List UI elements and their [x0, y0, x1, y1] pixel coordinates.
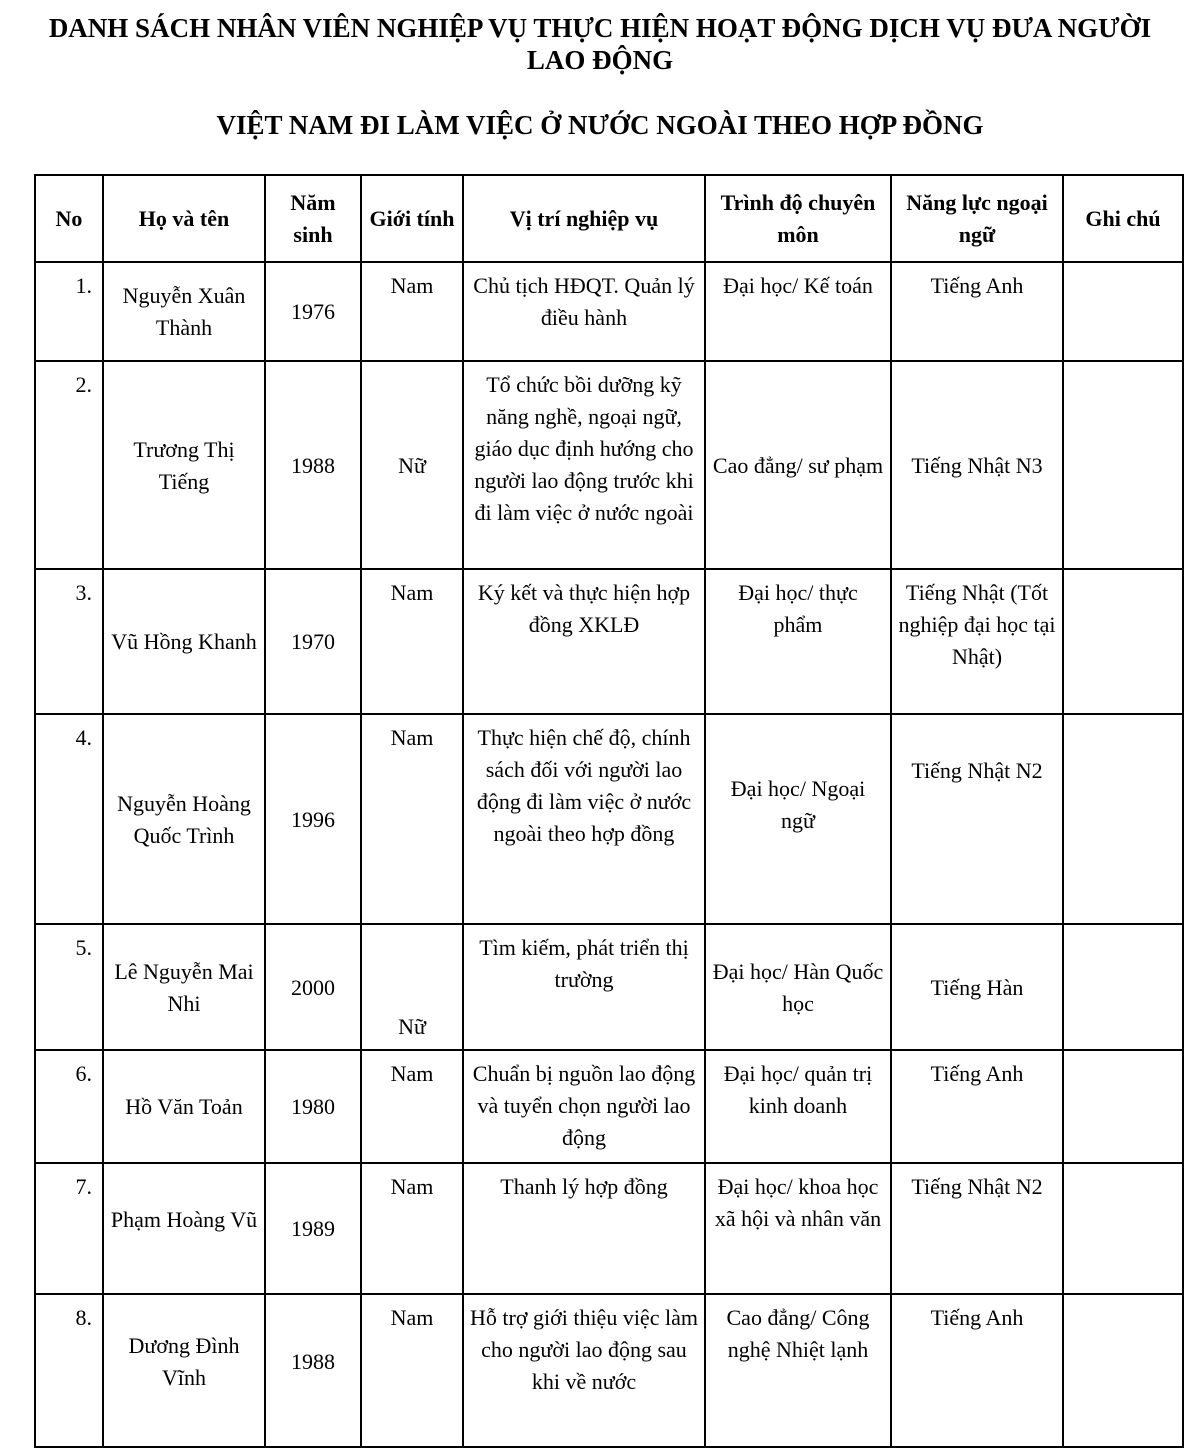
header-gender: Giới tính	[361, 175, 463, 262]
table-row	[35, 569, 1183, 714]
cell-name: Nguyễn Xuân Thành	[103, 262, 265, 361]
cell-qualification: Đại học/ Hàn Quốc học	[705, 924, 891, 1050]
header-birth-year: Năm sinh	[265, 175, 361, 262]
table-row	[35, 1050, 1183, 1163]
cell-gender: Nữ	[361, 361, 463, 569]
cell-name: Dương Đình Vĩnh	[103, 1294, 265, 1447]
cell-language: Tiếng Nhật N2	[891, 714, 1063, 924]
cell-birth-year: 1989	[265, 1163, 361, 1294]
cell-no: 2.	[35, 361, 103, 569]
cell-no: 8.	[35, 1294, 103, 1447]
cell-no: 4.	[35, 714, 103, 924]
cell-qualification: Đại học/ quản trị kinh doanh	[705, 1050, 891, 1163]
cell-qualification: Đại học/ thực phẩm	[705, 569, 891, 714]
cell-language: Tiếng Anh	[891, 1050, 1063, 1163]
header-note: Ghi chú	[1063, 175, 1183, 262]
cell-position: Tìm kiếm, phát triển thị trường	[463, 924, 705, 1050]
cell-name: Vũ Hồng Khanh	[103, 569, 265, 714]
staff-table	[34, 174, 1184, 1448]
cell-qualification: Đại học/ Kế toán	[705, 262, 891, 361]
cell-note	[1063, 569, 1183, 714]
cell-gender: Nam	[361, 1050, 463, 1163]
header-language: Năng lực ngoại ngữ	[891, 175, 1063, 262]
cell-name: Phạm Hoàng Vũ	[103, 1163, 265, 1294]
cell-birth-year: 1970	[265, 569, 361, 714]
cell-no: 5.	[35, 924, 103, 1050]
cell-note	[1063, 1163, 1183, 1294]
table-row	[35, 924, 1183, 1050]
cell-position: Hỗ trợ giới thiệu việc làm cho người lao động sau khi về nước	[463, 1294, 705, 1447]
table-row	[35, 262, 1183, 361]
cell-birth-year: 1996	[265, 714, 361, 924]
cell-note	[1063, 714, 1183, 924]
cell-qualification: Đại học/ khoa học xã hội và nhân văn	[705, 1163, 891, 1294]
cell-position: Thực hiện chế độ, chính sách đối với người lao động đi làm việc ở nước ngoài theo hợp đồng	[463, 714, 705, 924]
cell-note	[1063, 924, 1183, 1050]
cell-birth-year: 1988	[265, 1294, 361, 1447]
cell-note	[1063, 1294, 1183, 1447]
cell-position: Ký kết và thực hiện hợp đồng XKLĐ	[463, 569, 705, 714]
cell-language: Tiếng Hàn	[891, 924, 1063, 1050]
header-name: Họ và tên	[103, 175, 265, 262]
cell-name: Hồ Văn Toản	[103, 1050, 265, 1163]
header-no: No	[35, 175, 103, 262]
cell-note	[1063, 1050, 1183, 1163]
cell-no: 6.	[35, 1050, 103, 1163]
table-row	[35, 714, 1183, 924]
cell-qualification: Cao đẳng/ sư phạm	[705, 361, 891, 569]
cell-note	[1063, 361, 1183, 569]
cell-gender: Nam	[361, 1163, 463, 1294]
cell-position: Tổ chức bồi dưỡng kỹ năng nghề, ngoại ngữ, giáo dục định hướng cho người lao động trước khi đi làm việc ở nước ngoài	[463, 361, 705, 569]
cell-birth-year: 1988	[265, 361, 361, 569]
header-position: Vị trí nghiệp vụ	[463, 175, 705, 262]
cell-no: 1.	[35, 262, 103, 361]
cell-gender: Nam	[361, 1294, 463, 1447]
cell-language: Tiếng Nhật (Tốt nghiệp đại học tại Nhật)	[891, 569, 1063, 714]
cell-qualification: Đại học/ Ngoại ngữ	[705, 714, 891, 924]
table-header-row	[35, 175, 1183, 262]
header-qualification: Trình độ chuyên môn	[705, 175, 891, 262]
cell-birth-year: 1980	[265, 1050, 361, 1163]
cell-name: Trương Thị Tiếng	[103, 361, 265, 569]
cell-position: Thanh lý hợp đồng	[463, 1163, 705, 1294]
cell-gender: Nam	[361, 714, 463, 924]
cell-language: Tiếng Nhật N2	[891, 1163, 1063, 1294]
table-row	[35, 1294, 1183, 1447]
cell-language: Tiếng Nhật N3	[891, 361, 1063, 569]
cell-note	[1063, 262, 1183, 361]
cell-qualification: Cao đẳng/ Công nghệ Nhiệt lạnh	[705, 1294, 891, 1447]
table-row	[35, 361, 1183, 569]
cell-position: Chuẩn bị nguồn lao động và tuyển chọn người lao động	[463, 1050, 705, 1163]
cell-name: Nguyễn Hoàng Quốc Trình	[103, 714, 265, 924]
document-title: DANH SÁCH NHÂN VIÊN NGHIỆP VỤ THỰC HIỆN HOẠT ĐỘNG DỊCH VỤ ĐƯA NGƯỜI LAO ĐỘNG	[48, 13, 1152, 75]
cell-birth-year: 2000	[265, 924, 361, 1050]
document-subtitle: VIỆT NAM ĐI LÀM VIỆC Ở NƯỚC NGOÀI THEO HỢP ĐỒNG	[216, 110, 984, 140]
cell-birth-year: 1976	[265, 262, 361, 361]
cell-gender: Nam	[361, 569, 463, 714]
cell-no: 3.	[35, 569, 103, 714]
cell-no: 7.	[35, 1163, 103, 1294]
cell-gender: Nữ	[361, 924, 463, 1050]
cell-language: Tiếng Anh	[891, 262, 1063, 361]
cell-position: Chủ tịch HĐQT. Quản lý điều hành	[463, 262, 705, 361]
cell-gender: Nam	[361, 262, 463, 361]
cell-language: Tiếng Anh	[891, 1294, 1063, 1447]
cell-name: Lê Nguyễn Mai Nhi	[103, 924, 265, 1050]
table-row	[35, 1163, 1183, 1294]
